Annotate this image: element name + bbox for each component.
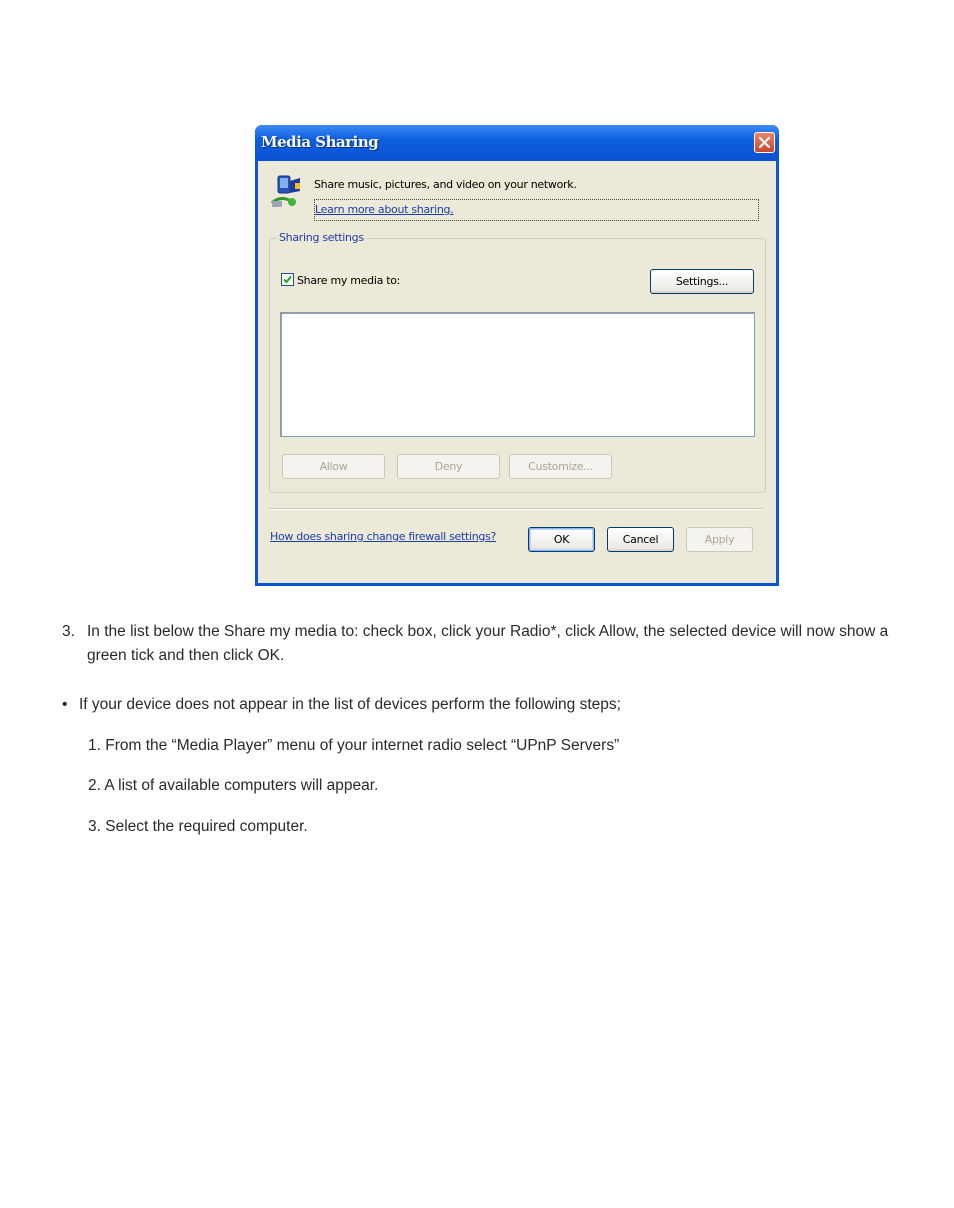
customize-button[interactable]: Customize... bbox=[509, 454, 612, 479]
media-sharing-dialog bbox=[255, 125, 779, 586]
bullet-text: If your device does not appear in the list of devices perform the following steps; bbox=[79, 696, 621, 713]
allow-button[interactable]: Allow bbox=[282, 454, 385, 479]
ok-button[interactable]: OK bbox=[528, 527, 595, 552]
media-sharing-icon bbox=[270, 175, 304, 211]
checkmark-icon bbox=[283, 275, 292, 284]
substep-3: 3. Select the required computer. bbox=[88, 818, 308, 835]
close-button[interactable] bbox=[754, 132, 775, 153]
share-media-checkbox[interactable] bbox=[281, 273, 294, 286]
title-bar[interactable] bbox=[255, 125, 779, 161]
separator bbox=[269, 508, 763, 510]
dialog-title: Media Sharing bbox=[261, 133, 379, 151]
deny-button[interactable]: Deny bbox=[397, 454, 500, 479]
intro-text: Share music, pictures, and video on your network. bbox=[314, 178, 577, 191]
bullet-symbol: • bbox=[62, 696, 68, 713]
device-list[interactable] bbox=[280, 312, 755, 437]
settings-button[interactable]: Settings... bbox=[650, 269, 754, 294]
share-media-label[interactable]: Share my media to: bbox=[297, 274, 401, 287]
close-icon bbox=[758, 136, 771, 149]
substep-2: 2. A list of available computers will appear. bbox=[88, 777, 379, 794]
sharing-settings-label: Sharing settings bbox=[279, 231, 364, 244]
cancel-button[interactable]: Cancel bbox=[607, 527, 674, 552]
substep-1: 1. From the “Media Player” menu of your internet radio select “UPnP Servers” bbox=[88, 737, 620, 754]
step-text: In the list below the Share my media to: check box, click your Radio*, click Allow, the selected device will now show a green tick and then click OK. bbox=[87, 623, 889, 664]
step-number: 3. bbox=[62, 623, 75, 640]
firewall-settings-link[interactable]: How does sharing change firewall settings? bbox=[270, 530, 497, 543]
learn-more-link[interactable]: Learn more about sharing. bbox=[314, 199, 759, 221]
apply-button[interactable]: Apply bbox=[686, 527, 753, 552]
dialog-client-area bbox=[258, 161, 776, 583]
